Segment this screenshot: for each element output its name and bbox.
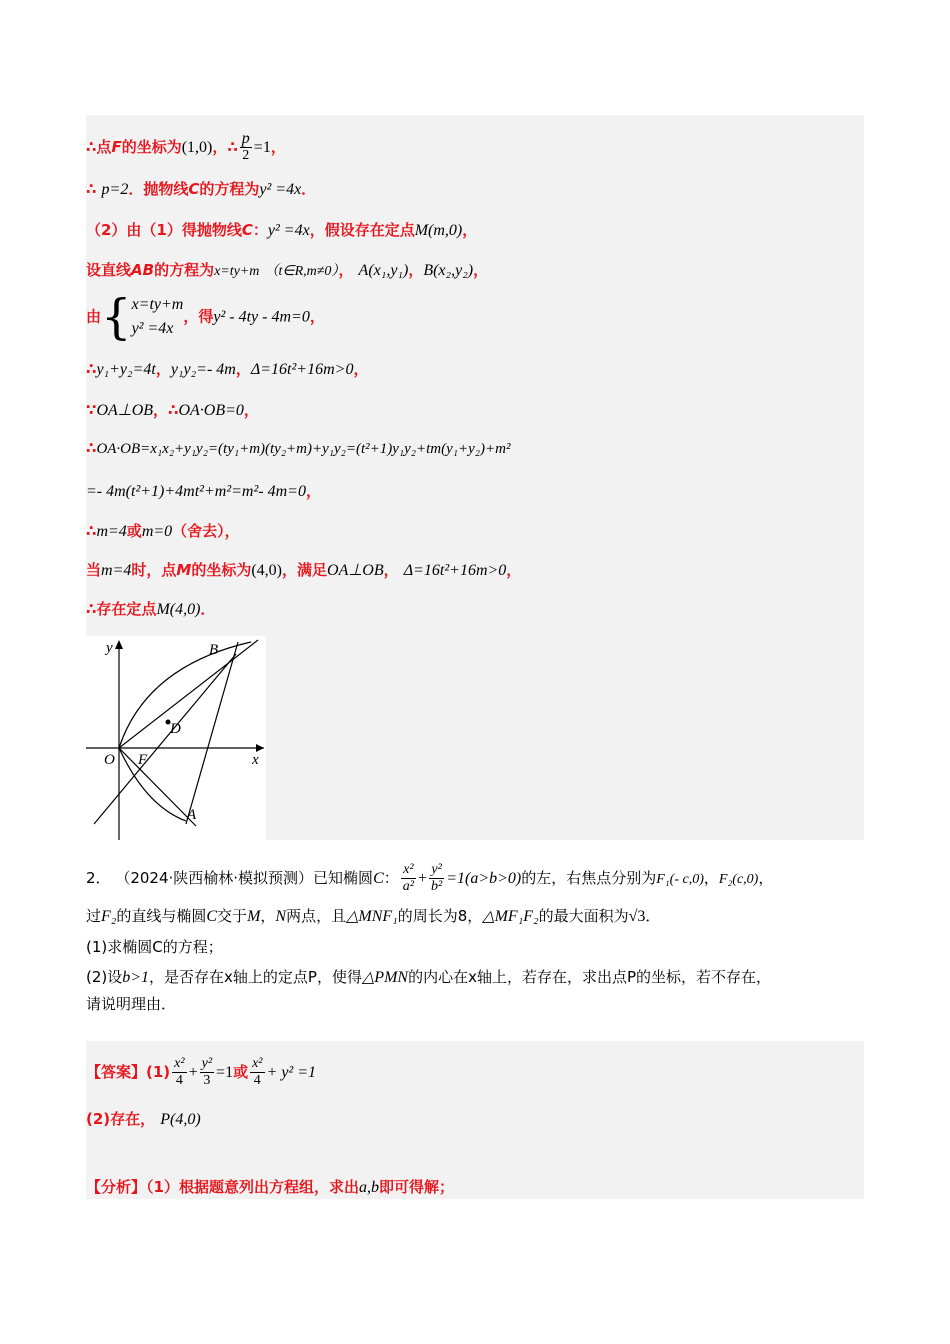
line-7: ∵OA⊥OB，∴OA·OB=0， <box>86 401 259 419</box>
line-6: ∴y₁+y₂=4t，y₁y₂=- 4m，Δ=16t²+16m>0， <box>86 360 369 378</box>
line-1: ∴点F的坐标为(1,0)，∴ $\frac{p}{2}$ =1， <box>86 130 286 163</box>
line-12: ∴存在定点M(4,0)． <box>86 600 216 618</box>
fraction-p-over-2: $\frac{p}{2}$ <box>241 130 250 163</box>
answer-block <box>86 1041 864 1199</box>
label-o: O <box>104 752 115 768</box>
line-3: （2）由（1）得抛物线C：y² =4x，假设存在定点M(m,0)， <box>86 221 478 239</box>
problem-line-2: 过F₂的直线与椭圆C交于M，N两点，且△MNF₁的周长为8，△MF₁F₂的最大面积为√3． <box>86 907 661 925</box>
segment-ob <box>119 640 258 748</box>
label-f: F <box>138 752 148 768</box>
problem-2 <box>86 860 866 1016</box>
segment-oa <box>119 748 196 826</box>
label-x: x <box>252 752 259 768</box>
fraction-x2-a2: $\frac{\text{x²}}{\text{a²}}$ <box>402 862 414 894</box>
line-8: ∴OA·OB=x₁x₂+y₁y₂=(ty₁+m)(ty₂+m)+y₁y₂=(t²+1)y₁y₂+tm(y₁+y₂)+m² <box>86 439 511 457</box>
label-d: D <box>170 721 181 737</box>
line-11: 当m=4时，点M的坐标为(4,0)，满足OA⊥OB， Δ=16t²+16m>0， <box>86 561 522 579</box>
y-axis-arrow-icon <box>115 640 123 649</box>
x-axis-arrow-icon <box>256 744 264 752</box>
answer-line-1: 【答案】(1) $\frac{\text{x²}}{4}$ + $\frac{\text{y²}}{3}$ =1或 $\frac{\text{x²}}{4}$ + y² =1 <box>86 1056 317 1088</box>
fraction-x2-4: $\frac{\text{x²}}{4}$ <box>174 1056 185 1088</box>
line-2: ∴ p=2．抛物线C的方程为y² =4x． <box>86 180 317 198</box>
fraction-y2-3: $\frac{\text{y²}}{3}$ <box>201 1056 213 1088</box>
label-a: A <box>187 807 197 823</box>
question-2: (2)设b>1，是否存在x轴上的定点P，使得△PMN的内心在x轴上，若存在，求出点P的坐标，若不存在， <box>86 968 771 986</box>
question-1: (1)求椭圆C的方程； <box>86 938 223 956</box>
line-9: =- 4m(t²+1)+4mt²+m²=m²- 4m=0， <box>86 482 321 500</box>
line-5: 由{ x=ty+m y² =4x ，得y² - 4ty - 4m=0， <box>86 289 325 345</box>
parabola-curve <box>119 642 251 821</box>
left-brace-icon: { <box>101 289 132 345</box>
problem-line-1: 2． （2024·陕西榆林·模拟预测）已知椭圆C： $\frac{\text{x²}}{\text{a²}}$ + $\frac{\text{y²}}{\text{b²}}$ =1(a>b>0)的左，右焦点分别为F₁(- c,0)，F₂(c,0)， <box>86 862 774 894</box>
fraction-y2-b2: $\frac{\text{y²}}{\text{b²}}$ <box>430 862 443 894</box>
line-4: 设直线AB的方程为x=ty+m （t∈R,m≠0）， A(x₁,y₁)，B(x₂,y₂)， <box>86 261 489 279</box>
chord-ab <box>186 642 238 824</box>
label-y: y <box>106 640 113 656</box>
analysis-line: 【分析】（1）根据题意列出方程组，求出a,b即可得解； <box>86 1178 454 1196</box>
parabola-figure <box>86 636 266 840</box>
line-through-f <box>94 654 236 824</box>
label-b: B <box>209 642 219 658</box>
line-10: ∴m=4或m=0（舍去）， <box>86 522 240 540</box>
parabola-diagram <box>86 636 266 840</box>
answer-line-2: (2)存在， P(4,0) <box>86 1110 201 1128</box>
equation-system: x=ty+m y² =4x <box>131 296 184 337</box>
fraction-x2-4-b: $\frac{\text{x²}}{4}$ <box>252 1056 263 1088</box>
question-2-line-2: 请说明理由． <box>86 995 177 1013</box>
